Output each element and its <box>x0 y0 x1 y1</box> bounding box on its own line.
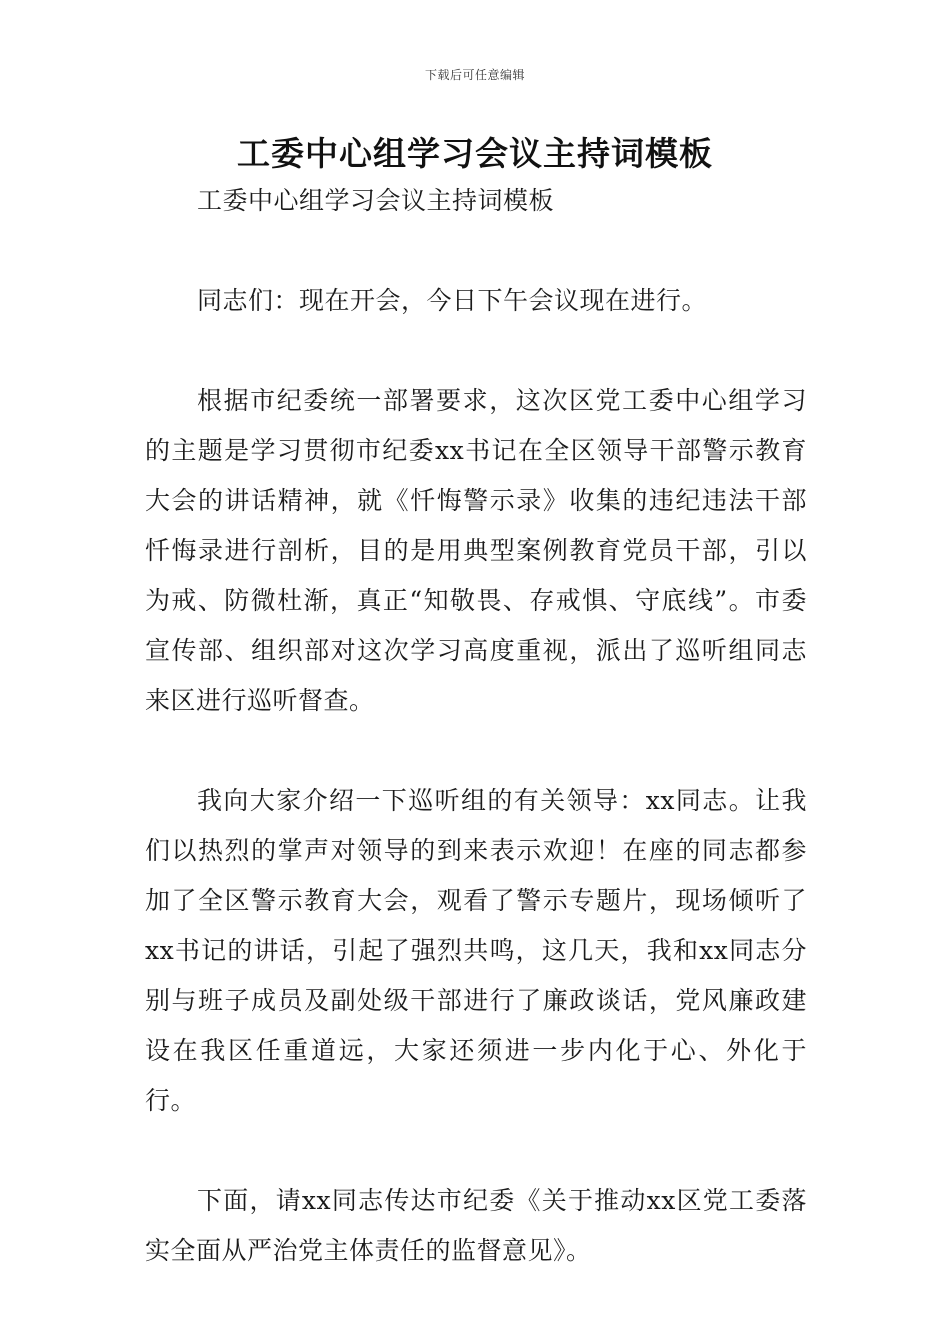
paragraph-subtitle: 工委中心组学习会议主持词模板 <box>197 186 555 215</box>
header-note: 下载后可任意编辑 <box>424 68 525 82</box>
paragraph-agenda: 下面，请xx同志传达市纪委《关于推动xx区党工委落实全面从严治党主体责任的监督意见》。 <box>145 1186 807 1265</box>
paragraph-theme: 根据市纪委统一部署要求，这次区党工委中心组学习的主题是学习贯彻市纪委xx书记在全区领导干部警示教育大会的讲话精神，就《忏悔警示录》收集的违纪违法干部忏悔录进行剖析，目的是用典型案例教育党员干部，引以为戒、防微杜渐，真正“知敬畏、存戒惧、守底线”。市委宣传部、组织部对这次学习高度重视，派出了巡听组同志来区进行巡听督查。 <box>145 386 807 715</box>
document-body <box>145 176 807 1276</box>
document-title: 工委中心组学习会议主持词模板 <box>237 134 713 173</box>
paragraph-opening: 同志们：现在开会，今日下午会议现在进行。 <box>197 286 708 315</box>
paragraph-introduction: 我向大家介绍一下巡听组的有关领导：xx同志。让我们以热烈的掌声对领导的到来表示欢迎！在座的同志都参加了全区警示教育大会，观看了警示专题片，现场倾听了xx书记的讲话，引起了强烈共鸣，这几天，我和xx同志分别与班子成员及副处级干部进行了廉政谈话，党风廉政建设在我区任重道远，大家还须进一步内化于心、外化于行。 <box>145 786 807 1115</box>
